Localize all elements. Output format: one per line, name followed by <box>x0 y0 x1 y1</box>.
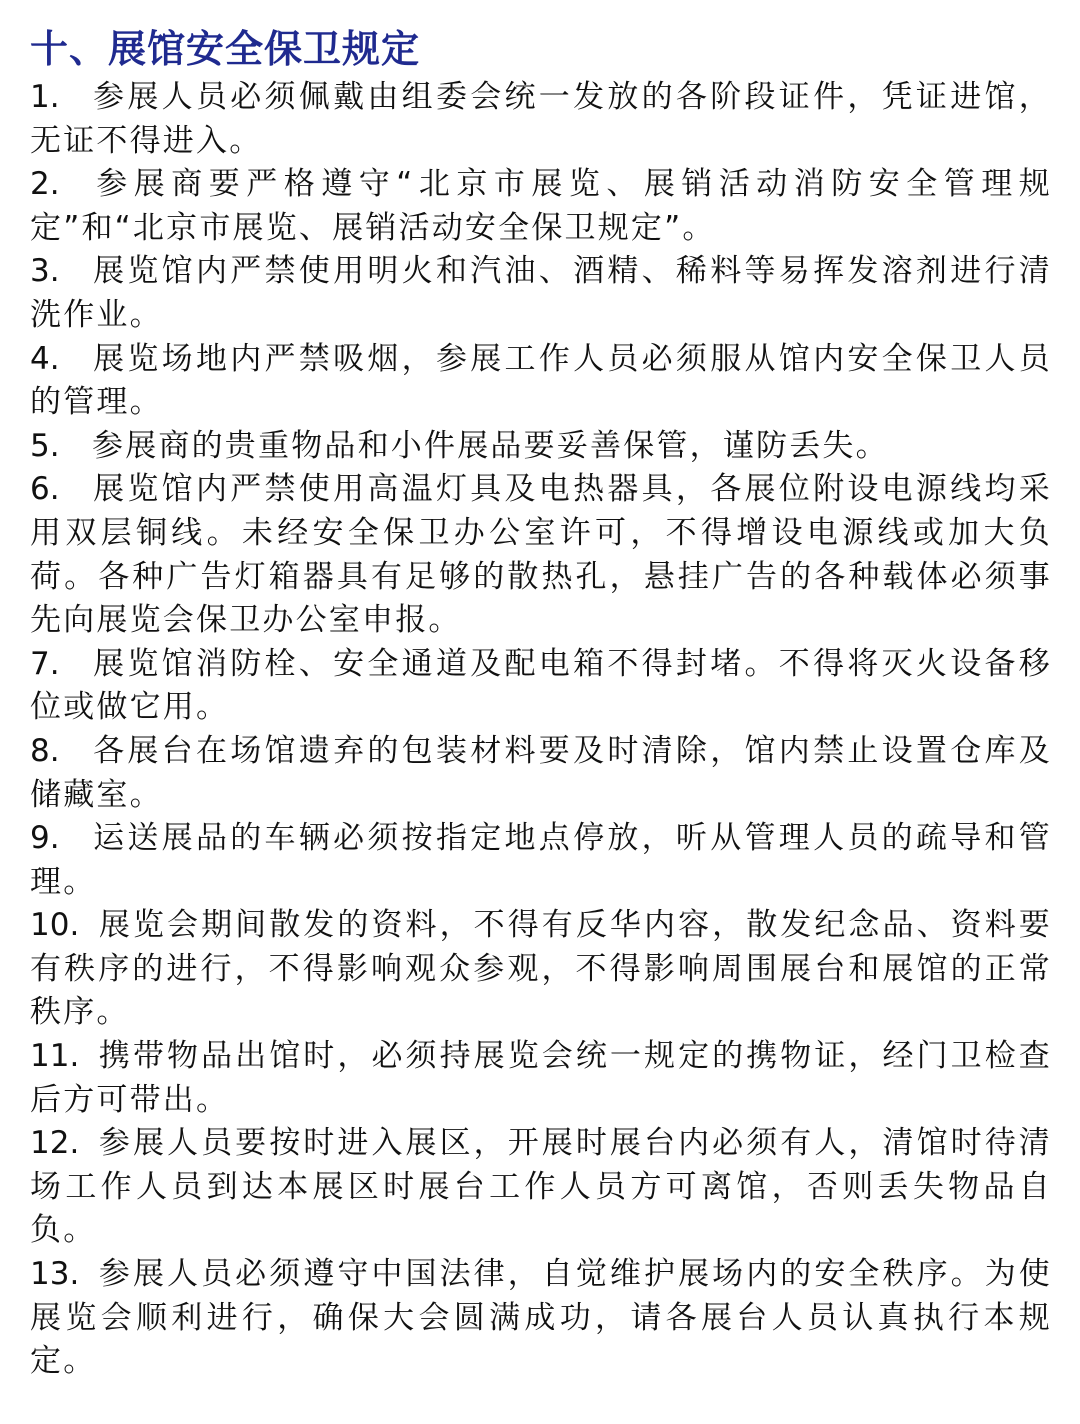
rule-number: 3. <box>30 253 60 290</box>
rule-item-4 <box>30 338 1052 425</box>
rule-number: 5. <box>30 427 60 464</box>
rule-text: 参展人员必须佩戴由组委会统一发放的各阶段证件，凭证进馆，无证不得进入。 <box>30 79 1052 159</box>
rule-text: 运送展品的车辆必须按指定地点停放，听从管理人员的疏导和管理。 <box>30 820 1052 900</box>
rule-number: 11. <box>30 1038 80 1075</box>
rule-number: 6. <box>30 471 60 508</box>
rule-number: 8. <box>30 732 60 769</box>
rule-text: 参展人员必须遵守中国法律，自觉维护展场内的安全秩序。为使展览会顺利进行，确保大会圆满成功，请各展台人员认真执行本规定。 <box>30 1256 1052 1380</box>
rule-text: 携带物品出馆时，必须持展览会统一规定的携物证，经门卫检查后方可带出。 <box>30 1038 1052 1118</box>
rule-text: 展览会期间散发的资料，不得有反华内容，散发纪念品、资料要有秩序的进行，不得影响观众参观，不得影响周围展台和展馆的正常秩序。 <box>30 907 1052 1031</box>
rule-item-10 <box>30 904 1052 1035</box>
rule-text: 各展台在场馆遗弃的包装材料要及时清除，馆内禁止设置仓库及储藏室。 <box>30 732 1052 813</box>
rule-text: 参展商的贵重物品和小件展品要妥善保管，谨防丢失。 <box>92 427 889 464</box>
rules-list <box>30 76 1052 1384</box>
rule-item-9 <box>30 817 1052 904</box>
rule-text: 展览场地内严禁吸烟，参展工作人员必须服从馆内安全保卫人员的管理。 <box>30 340 1052 421</box>
rule-item-12 <box>30 1122 1052 1253</box>
document-page <box>30 24 1052 1384</box>
rule-text: 展览馆内严禁使用明火和汽油、酒精、稀料等易挥发溶剂进行清洗作业。 <box>30 253 1052 333</box>
rule-item-7 <box>30 643 1052 730</box>
rule-item-1 <box>30 76 1052 163</box>
rule-item-3 <box>30 250 1052 337</box>
rule-number: 2. <box>30 166 60 203</box>
rule-text: 展览馆内严禁使用高温灯具及电热器具，各展位附设电源线均采用双层铜线。未经安全保卫办公室许可，不得增设电源线或加大负荷。各种广告灯箱器具有足够的散热孔，悬挂广告的各种载体必须事先向展览会保卫办公室申报。 <box>30 471 1052 639</box>
rule-number: 9. <box>30 820 60 857</box>
rule-text: 展览馆消防栓、安全通道及配电箱不得封堵。不得将灭火设备移位或做它用。 <box>30 645 1052 726</box>
rule-text: 参展商要严格遵守“北京市展览、展销活动消防安全管理规定”和“北京市展览、展销活动安全保卫规定”。 <box>30 166 1052 246</box>
rule-number: 1. <box>30 79 60 115</box>
rule-number: 12. <box>30 1125 80 1162</box>
rule-item-11 <box>30 1035 1052 1122</box>
rule-item-13 <box>30 1253 1052 1384</box>
rule-item-8 <box>30 730 1052 817</box>
rule-item-2 <box>30 163 1052 250</box>
rule-text: 参展人员要按时进入展区，开展时展台内必须有人，清馆时待清场工作人员到达本展区时展台工作人员方可离馆，否则丢失物品自负。 <box>30 1125 1052 1249</box>
rule-number: 10. <box>30 907 80 944</box>
rule-number: 4. <box>30 340 60 377</box>
page-title: 十、展馆安全保卫规定 <box>30 27 421 71</box>
rule-item-5 <box>30 425 1052 469</box>
rule-number: 13. <box>30 1256 80 1293</box>
rule-number: 7. <box>30 645 60 682</box>
rule-item-6 <box>30 468 1052 642</box>
